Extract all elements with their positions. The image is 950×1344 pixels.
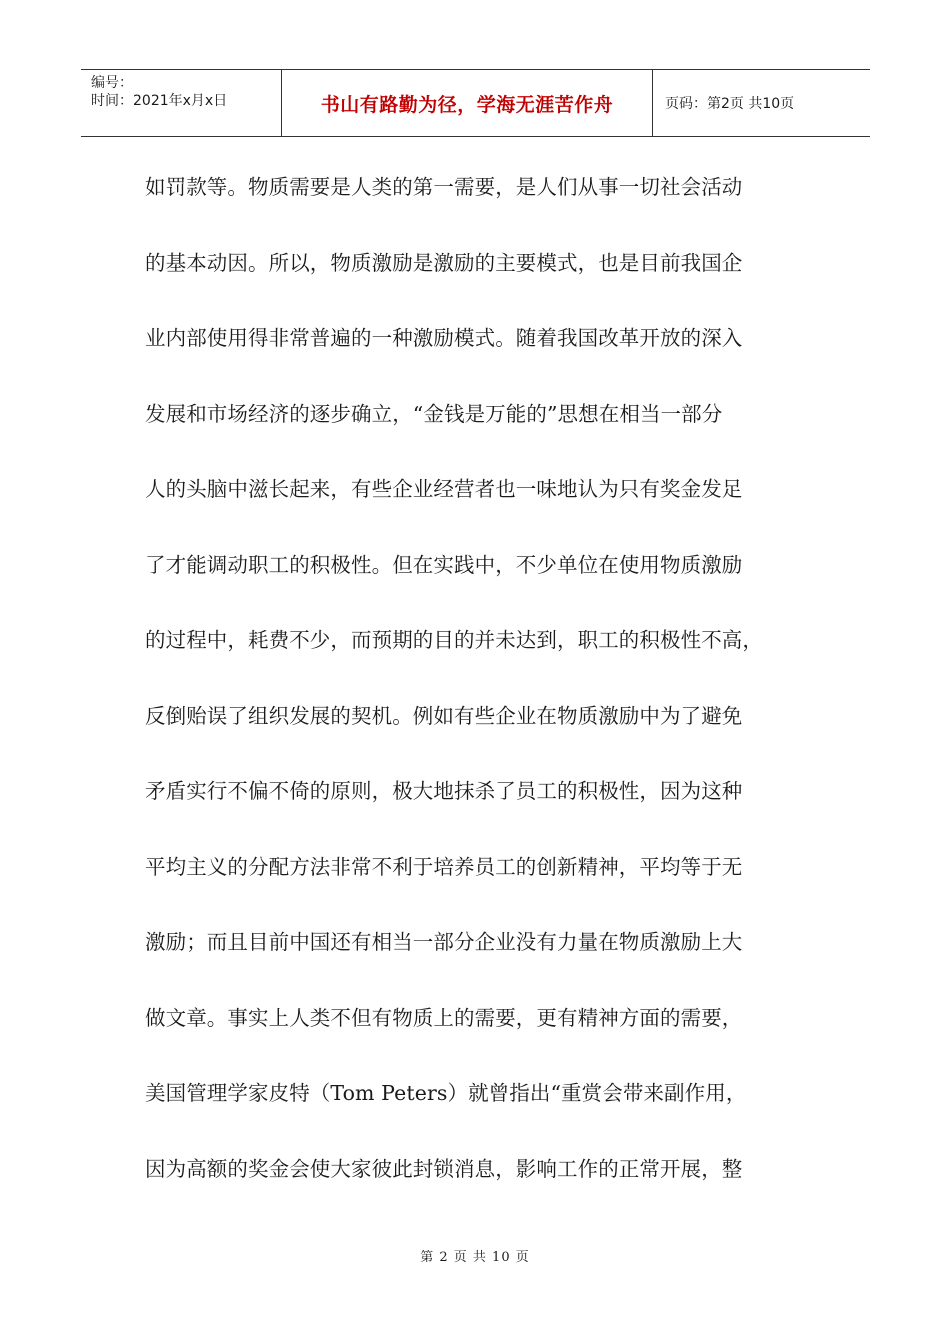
text-line: 激励；而且目前中国还有相当一部分企业没有力量在物质激励上大 [145,930,743,954]
text-line: 因为高额的奖金会使大家彼此封锁消息，影响工作的正常开展，整 [145,1156,743,1181]
text-line: 平均主义的分配方法非常不利于培养员工的创新精神，平均等于无 [145,854,743,879]
page-info-text: 页码：第2页 共10页 [665,96,795,112]
text-line: 人的头脑中滋长起来，有些企业经营者也一味地认为只有奖金发足 [145,477,743,501]
text-line: 如罚款等。物质需要是人类的第一需要，是人们从事一切社会活动 [145,175,743,199]
text-line: 的基本动因。所以，物质激励是激励的主要模式，也是目前我国企 [145,250,743,275]
text-line: 发展和市场经济的逐步确立，“金钱是万能的”思想在相当一部分 [145,401,723,426]
slogan-text: 书山有路勤为径，学海无涯苦作舟 [320,93,614,116]
text-line: 业内部使用得非常普遍的一种激励模式。随着我国改革开放的深入 [145,326,743,350]
text-line: 做文章。事实上人类不但有物质上的需要，更有精神方面的需要， [145,1005,743,1030]
text-line: 了才能调动职工的积极性。但在实践中，不少单位在使用物质激励 [145,552,743,577]
number-label: 编号： [91,75,133,91]
header-page-info [653,70,870,136]
text-line: 的过程中，耗费不少，而预期的目的并未达到，职工的积极性不高， [145,628,763,652]
text-line: 反倒贻误了组织发展的契机。例如有些企业在物质激励中为了避免 [145,703,743,728]
time-label: 时间：2021年x月x日 [91,93,228,109]
header-slogan-cell [282,70,653,136]
page-footer: 第 2 页 共 10 页 [420,1250,530,1265]
text-line: 矛盾实行不偏不倚的原则，极大地抹杀了员工的积极性，因为这种 [145,779,743,803]
document-header [81,69,870,137]
text-line: 美国管理学家皮特（Tom Peters）就曾指出“重赏会带来副作用， [145,1081,747,1105]
header-meta [81,70,282,136]
body-text [145,155,805,1212]
